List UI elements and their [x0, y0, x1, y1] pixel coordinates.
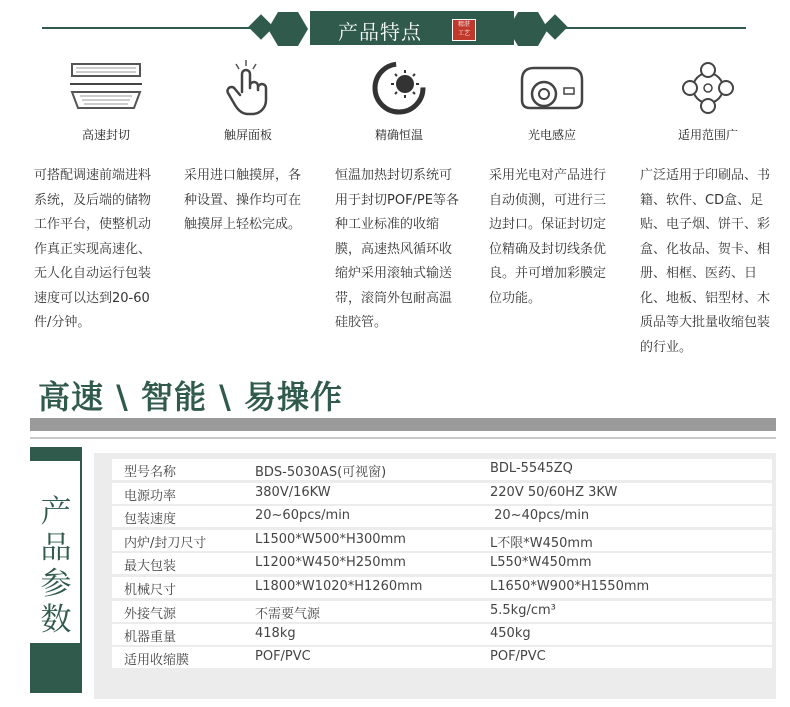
param-value-a: L1500*W500*H300mm — [255, 532, 406, 547]
param-label: 外接气源 — [124, 607, 177, 622]
param-label: 机器重量 — [124, 630, 177, 645]
seal-stamp-icon: 精湛 工艺 — [452, 19, 476, 41]
param-label: 内炉/封刀尺寸 — [124, 536, 207, 551]
param-label: 机械尺寸 — [124, 583, 177, 598]
params-side-title: 产品参数 — [40, 494, 72, 638]
param-value-b: 450kg — [490, 626, 531, 641]
feature-high-speed-sealing — [44, 58, 168, 152]
touch-hand-icon — [186, 58, 310, 118]
table-row — [112, 624, 772, 645]
param-value-b: L1650*W900*H1550mm — [490, 579, 650, 594]
page-title: 产品特点 — [338, 20, 422, 44]
param-label: 适用收缩膜 — [124, 653, 190, 668]
header-divider-right — [540, 27, 746, 29]
param-value-a: 20~60pcs/min — [255, 508, 351, 523]
header-hexagon-left — [268, 12, 308, 46]
param-value-a: 380V/16KW — [255, 485, 331, 500]
table-row — [112, 647, 772, 668]
param-value-b: 5.5kg/cm³ — [490, 603, 556, 618]
param-label: 最大包装 — [124, 559, 177, 574]
feature-photoelectric-sensing — [490, 58, 614, 152]
table-row — [112, 601, 772, 622]
param-value-a: L1800*W1020*H1260mm — [255, 579, 423, 594]
param-value-b: 20~40pcs/min — [490, 508, 590, 523]
feature-description: 可搭配调速前端进料系统，及后端的储物工作平台，使整机动作真正实现高速化、无人化自动运行包装速度可以达到20-60件/分钟。 — [34, 168, 152, 330]
param-value-a: BDS-5030AS(可视窗) — [255, 465, 387, 480]
param-value-b: L550*W450mm — [490, 555, 592, 570]
feature-label: 触屏面板 — [223, 128, 272, 142]
slogan-heading: 高速 \ 智能 \ 易操作 — [38, 378, 343, 416]
header-hexagon-right — [508, 12, 548, 46]
feature-label: 光电感应 — [527, 128, 576, 142]
table-row — [112, 506, 772, 527]
network-nodes-icon — [646, 58, 770, 118]
feature-label: 高速封切 — [81, 128, 130, 142]
sealing-blade-icon — [44, 58, 168, 118]
param-value-a: 418kg — [255, 626, 296, 641]
photoelectric-sensor-icon — [490, 58, 614, 118]
param-value-b: POF/PVC — [490, 649, 546, 664]
section-divider — [30, 437, 776, 439]
param-value-b: BDL-5545ZQ — [490, 461, 573, 476]
param-value-a: POF/PVC — [255, 649, 311, 664]
feature-touch-panel — [186, 58, 310, 152]
slogan-underline-bar — [30, 418, 776, 431]
param-value-a: 不需要气源 — [255, 607, 321, 622]
param-value-b: 220V 50/60HZ 3KW — [490, 485, 618, 500]
param-label: 型号名称 — [124, 465, 177, 480]
param-label: 电源功率 — [124, 489, 177, 504]
table-row — [112, 553, 772, 574]
feature-label: 适用范围广 — [677, 128, 738, 142]
table-row — [112, 483, 772, 504]
header-divider-left — [42, 27, 254, 29]
param-value-a: L1200*W450*H250mm — [255, 555, 406, 570]
feature-description: 恒温加热封切系统可用于封切POF/PE等各种工业标准的收缩膜，高速热风循环收缩炉采用滚轴式输送带，滚筒外包耐高温硅胶管。 — [335, 168, 459, 330]
param-value-b: L不限*W450mm — [490, 536, 593, 551]
feature-wide-application — [646, 58, 770, 152]
param-label: 包装速度 — [124, 512, 177, 527]
feature-label: 精确恒温 — [374, 128, 423, 142]
table-row — [112, 577, 772, 598]
feature-description: 采用光电对产品进行自动侦测，可进行三边封口。保证封切定位精确及封切线条优良。并可增加彩膜定位功能。 — [489, 168, 607, 306]
temperature-dial-icon — [337, 58, 461, 118]
feature-description: 采用进口触摸屏，各种设置、操作均可在触摸屏上轻松完成。 — [184, 168, 302, 232]
feature-description: 广泛适用于印刷品、书籍、软件、CD盒、足贴、电子烟、饼干、彩盒、化妆品、贺卡、相册、相框、医药、日化、地板、铝型材、木质品等大批量收缩包装的行业。 — [640, 168, 771, 355]
feature-constant-temperature — [337, 58, 461, 152]
table-row — [112, 530, 772, 551]
table-row — [112, 459, 772, 480]
